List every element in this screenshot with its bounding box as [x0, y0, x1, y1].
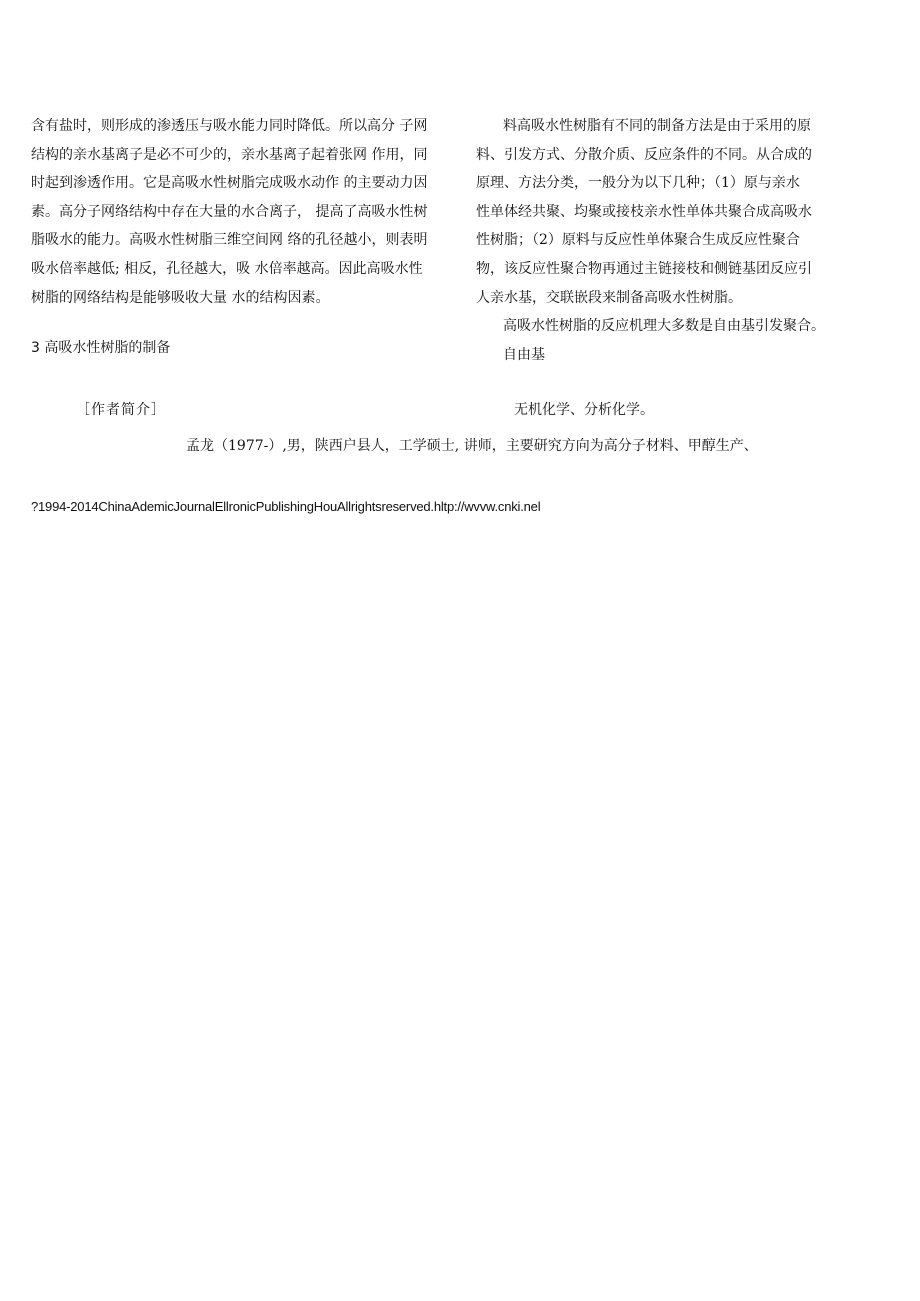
- author-fields: 无机化学、分析化学。: [514, 402, 654, 418]
- copyright-footer: ?1994-2014ChinaAdemicJournalEllronicPublishingHouAllrightsreserved.hltp://wvvw.cnki.nel: [31, 499, 541, 514]
- right-column-line: 原理、方法分类，一般分为以下几种；（1）原与亲水: [476, 175, 800, 192]
- section-heading: 3 高吸水性树脂的制备: [31, 340, 171, 356]
- left-column-line: 脂吸水的能力。高吸水性树脂三维空间网 络的孔径越小，则表明: [31, 232, 428, 249]
- right-column-line: 人亲水基，交联嵌段来制备高吸水性树脂。: [476, 289, 742, 306]
- right-column-line: 自由基: [503, 346, 545, 363]
- right-column-line: 料、引发方式、分散介质、反应条件的不同。从合成的: [476, 146, 812, 163]
- left-column-line: 吸水倍率越低; 相反，孔径越大，吸 水倍率越高。因此高吸水性: [31, 260, 423, 277]
- left-column: [31, 112, 467, 312]
- right-column-line: 高吸水性树脂的反应机理大多数是自由基引发聚合。: [503, 318, 825, 335]
- author-bio: 孟龙（1977-）,男，陕西户县人，工学硕士, 讲师，主要研究方向为高分子材料、甲醇生产、: [186, 438, 758, 454]
- author-label: ［作者简介］: [76, 402, 166, 418]
- right-column: [476, 112, 856, 369]
- left-column-line: 结构的亲水基离子是必不可少的，亲水基离子起着张网 作用，同: [31, 146, 428, 163]
- left-column-line: 树脂的网络结构是能够吸收大量 水的结构因素。: [31, 289, 330, 306]
- right-column-line: 物，该反应性聚合物再通过主链接枝和侧链基团反应引: [476, 260, 812, 277]
- right-column-line: 性单体经共聚、均聚或接枝亲水性单体共聚合成高吸水: [476, 203, 812, 220]
- right-column-line: 料高吸水性树脂有不同的制备方法是由于采用的原: [503, 118, 811, 134]
- right-column-line: 性树脂；（2）原料与反应性单体聚合生成反应性聚合: [476, 232, 800, 249]
- left-column-line: 含有盐时，则形成的渗透压与吸水能力同时降低。所以高分 子网: [31, 118, 428, 134]
- left-column-line: 时起到渗透作用。它是高吸水性树脂完成吸水动作 的主要动力因: [31, 175, 428, 192]
- left-column-line: 素。高分子网络结构中存在大量的水合离子， 提高了高吸水性树: [31, 203, 428, 220]
